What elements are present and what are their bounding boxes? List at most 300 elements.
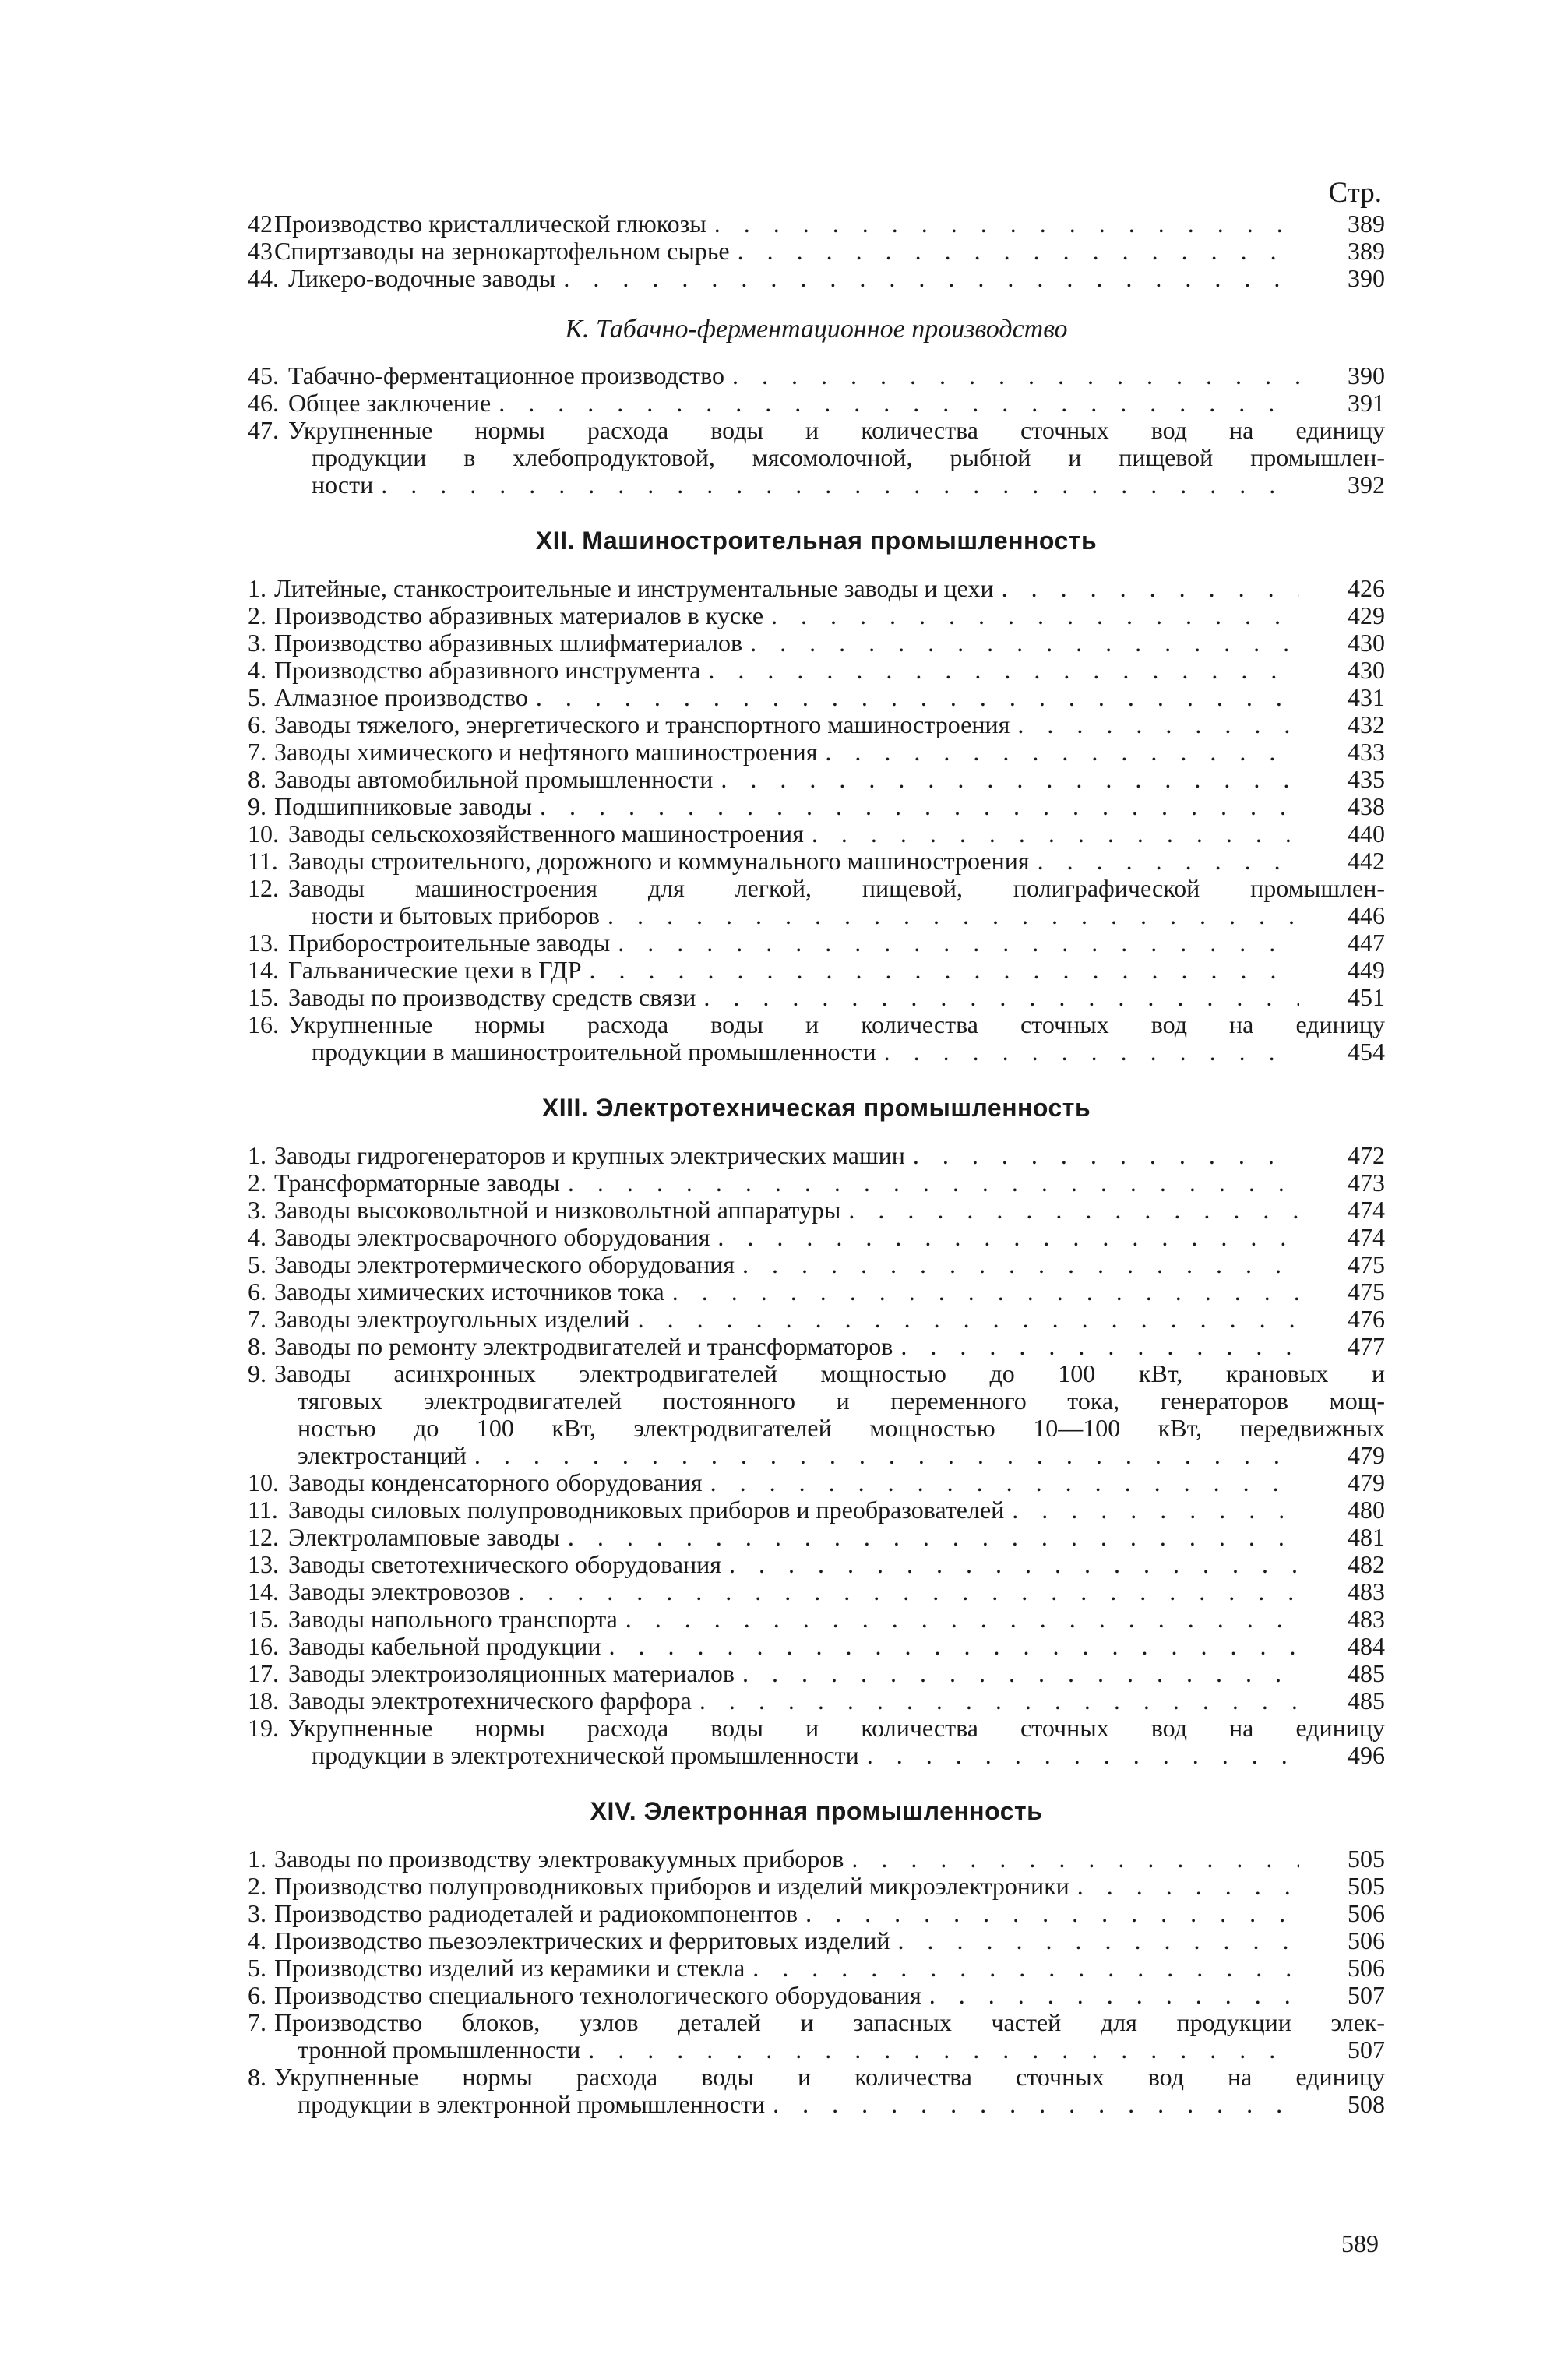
- entry-title: Приборостроительные заводы: [288, 929, 611, 957]
- entry-body: [274, 1982, 1385, 2009]
- dot-leader: [730, 238, 1299, 265]
- entry-number: 16.: [248, 1010, 279, 1038]
- dot-leader: [742, 629, 1299, 657]
- entry-number: 15.: [248, 983, 279, 1011]
- entry-last-line: [274, 2036, 1385, 2064]
- entry-number: 1.: [248, 1845, 266, 1873]
- toc-entry: [248, 848, 1385, 875]
- entry-title: Заводы автомобильной промышленности: [274, 765, 714, 793]
- toc-entry: [248, 1011, 1385, 1066]
- entry-number: 3.: [248, 629, 266, 657]
- entry-body: [288, 1605, 1385, 1633]
- entry-body: [274, 738, 1385, 766]
- toc-entry: [248, 265, 1385, 292]
- entry-page: 391: [1348, 389, 1385, 417]
- entry-last-line: [274, 1954, 1385, 1982]
- dot-leader: [692, 1687, 1299, 1715]
- entry-number: 6.: [248, 1278, 266, 1306]
- entry-number: 4.: [248, 1223, 266, 1251]
- entry-body: [274, 711, 1385, 738]
- entry-number: 45.: [248, 361, 279, 389]
- entry-number: 4.: [248, 1926, 266, 1954]
- entry-page: 435: [1348, 765, 1385, 793]
- entry-page: 505: [1348, 1872, 1385, 1900]
- entry-number: 17.: [248, 1659, 279, 1687]
- entry-page: 392: [1348, 471, 1385, 499]
- entry-body: [288, 984, 1385, 1011]
- entry-last-line: [288, 471, 1385, 499]
- entry-title: Производство полупроводниковых приборов и изделий микроэлектроники: [274, 1872, 1069, 1900]
- entry-body: [288, 929, 1385, 957]
- entry-page: 484: [1348, 1632, 1385, 1660]
- entry-page: 482: [1348, 1550, 1385, 1578]
- entry-number: 18.: [248, 1687, 279, 1715]
- entry-last-line: [288, 929, 1385, 957]
- page-number: 589: [1341, 2229, 1379, 2258]
- subsection-title: К. Табачно-ферментационное производство: [565, 315, 1068, 344]
- toc-entry: [248, 602, 1385, 629]
- dot-leader: [618, 1605, 1299, 1633]
- entry-last-line: [274, 793, 1385, 820]
- entry-last-line: [274, 766, 1385, 793]
- entry-title: Заводы электровозов: [288, 1577, 511, 1605]
- entry-last-line: [288, 1551, 1385, 1578]
- entry-title: Заводы электроугольных изделий: [274, 1305, 630, 1333]
- entry-number: 2.: [248, 601, 266, 629]
- dot-leader: [560, 1524, 1299, 1551]
- entry-number: 47.: [248, 416, 279, 444]
- toc-entry: [248, 210, 1385, 238]
- entry-last-line: [288, 848, 1385, 875]
- entry-number: 7.: [248, 1305, 266, 1333]
- entry-title: Гальванические цехи в ГДР: [288, 956, 582, 984]
- entry-text-line: Укрупненные нормы расхода воды и количества сточных вод на единицу: [274, 2063, 1385, 2091]
- toc-entry: [248, 766, 1385, 793]
- entry-body: [288, 417, 1385, 499]
- entry-title: Производство изделий из керамики и стекла: [274, 1954, 745, 1982]
- dot-leader: [721, 1551, 1299, 1578]
- entry-page: 506: [1348, 1954, 1385, 1982]
- dot-leader: [735, 1660, 1299, 1687]
- entry-last-line: [274, 238, 1385, 265]
- entry-last-line: [288, 362, 1385, 389]
- entry-page: 474: [1348, 1223, 1385, 1251]
- entry-page: 506: [1348, 1899, 1385, 1927]
- entry-title: Электроламповые заводы: [288, 1523, 560, 1551]
- entry-number: 44.: [248, 264, 279, 292]
- entry-number: 1.: [248, 1141, 266, 1169]
- dot-leader: [745, 1954, 1299, 1982]
- entry-body: [274, 1278, 1385, 1306]
- entry-last-line: [274, 711, 1385, 738]
- toc-entry: [248, 1551, 1385, 1578]
- entry-number: 12.: [248, 874, 279, 902]
- entry-text-line: продукции в хлебопродуктовой, мясомолочной, рыбной и пищевой промышлен-: [312, 443, 1385, 471]
- entry-last-line: [274, 575, 1385, 602]
- entry-last-line: [274, 1442, 1385, 1469]
- dot-leader: [798, 1900, 1299, 1927]
- entry-body: [274, 629, 1385, 657]
- entry-last-line: [288, 1469, 1385, 1496]
- section-title: XIV. Электронная промышленность: [590, 1797, 1043, 1825]
- toc-entry: [248, 738, 1385, 766]
- toc-entry: [248, 1169, 1385, 1197]
- entry-last-line: [274, 602, 1385, 629]
- entry-page: 429: [1348, 601, 1385, 629]
- toc-entry: [248, 238, 1385, 265]
- dot-leader: [1004, 1496, 1299, 1524]
- toc-body: [248, 210, 1385, 2118]
- entry-title: Алмазное производство: [274, 683, 528, 711]
- entry-title: Производство радиодеталей и радиокомпонентов: [274, 1899, 798, 1927]
- entry-title: Заводы напольного транспорта: [288, 1605, 618, 1633]
- entry-number: 5.: [248, 1250, 266, 1278]
- toc-entry: [248, 1333, 1385, 1360]
- entry-title: Заводы по производству электровакуумных приборов: [274, 1845, 844, 1873]
- entry-body: [274, 575, 1385, 602]
- entry-page: 508: [1348, 2090, 1385, 2118]
- entry-title: Заводы электротехнического фарфора: [288, 1687, 692, 1715]
- entry-page: 483: [1348, 1605, 1385, 1633]
- entry-page: 426: [1348, 574, 1385, 602]
- entry-last-line: [288, 1660, 1385, 1687]
- entry-title: Заводы по ремонту электродвигателей и трансформаторов: [274, 1332, 893, 1360]
- entry-body: [274, 1142, 1385, 1169]
- entry-body: [288, 1660, 1385, 1687]
- toc-entry: [248, 1954, 1385, 1982]
- entry-body: [288, 1496, 1385, 1524]
- dot-leader: [373, 471, 1299, 499]
- toc-entry: [248, 875, 1385, 929]
- entry-body: [274, 766, 1385, 793]
- entry-title: Заводы электроизоляционных материалов: [288, 1659, 735, 1687]
- dot-leader: [890, 1927, 1299, 1954]
- entry-page: 446: [1348, 901, 1385, 929]
- entry-body: [274, 657, 1385, 684]
- entry-body: [288, 1578, 1385, 1605]
- entry-body: [288, 1011, 1385, 1066]
- entry-body: [274, 1873, 1385, 1900]
- entry-page: 477: [1348, 1332, 1385, 1360]
- entry-last-line: [274, 1251, 1385, 1278]
- entry-title: продукции в машиностроительной промышленности: [312, 1038, 876, 1066]
- entry-body: [288, 848, 1385, 875]
- entry-page: 479: [1348, 1468, 1385, 1496]
- entry-body: [288, 1551, 1385, 1578]
- entry-page: 433: [1348, 738, 1385, 766]
- entry-number: 11.: [248, 1496, 278, 1524]
- toc-entry: [248, 820, 1385, 848]
- toc-entry: [248, 2009, 1385, 2064]
- dot-leader: [994, 575, 1299, 602]
- entry-number: 10.: [248, 1468, 279, 1496]
- entry-text-line: ностью до 100 кВт, электродвигателей мощностью 10—100 кВт, передвижных: [298, 1414, 1385, 1442]
- entry-page: 485: [1348, 1687, 1385, 1715]
- entry-title: Производство кристаллической глюкозы: [274, 210, 706, 238]
- entry-number: 13.: [248, 1550, 279, 1578]
- dot-leader: [582, 957, 1299, 984]
- entry-last-line: [288, 1038, 1385, 1066]
- entry-page: 389: [1348, 210, 1385, 238]
- entry-body: [288, 389, 1385, 417]
- entry-body: [288, 1687, 1385, 1715]
- entry-title: ности: [312, 471, 374, 499]
- entry-number: 15.: [248, 1605, 279, 1633]
- toc-entry: [248, 711, 1385, 738]
- dot-leader: [560, 1169, 1299, 1197]
- entry-body: [274, 2009, 1385, 2064]
- entry-page: 472: [1348, 1141, 1385, 1169]
- entry-body: [274, 684, 1385, 711]
- entry-title: Заводы светотехнического оборудования: [288, 1550, 721, 1578]
- dot-leader: [1010, 711, 1299, 738]
- entry-body: [274, 210, 1385, 238]
- toc-entry: [248, 1306, 1385, 1333]
- entry-title: Заводы химического и нефтяного машиностроения: [274, 738, 818, 766]
- entry-number: 14.: [248, 956, 279, 984]
- toc-entry: [248, 957, 1385, 984]
- entry-body: [274, 1927, 1385, 1954]
- entry-last-line: [274, 1845, 1385, 1873]
- toc-entry: [248, 362, 1385, 389]
- entry-page: 507: [1348, 2035, 1385, 2064]
- entry-page: 449: [1348, 956, 1385, 984]
- dot-leader: [703, 1469, 1299, 1496]
- entry-last-line: [274, 657, 1385, 684]
- toc-entry: [248, 1578, 1385, 1605]
- entry-title: Производство абразивного инструмента: [274, 656, 701, 684]
- entry-last-line: [274, 1333, 1385, 1360]
- entry-body: [288, 957, 1385, 984]
- entry-last-line: [288, 389, 1385, 417]
- entry-last-line: [274, 1927, 1385, 1954]
- entry-body: [274, 1169, 1385, 1197]
- toc-entry: [248, 629, 1385, 657]
- toc-entry: [248, 1687, 1385, 1715]
- entry-last-line: [274, 1224, 1385, 1251]
- dot-leader: [696, 984, 1299, 1011]
- dot-leader: [905, 1142, 1299, 1169]
- entry-last-line: [274, 1278, 1385, 1306]
- entry-number: 8.: [248, 765, 266, 793]
- entry-title: Заводы электросварочного оборудования: [274, 1223, 710, 1251]
- entry-number: 2.: [248, 1168, 266, 1197]
- entry-body: [288, 1633, 1385, 1660]
- section-title: XII. Машиностроительная промышленность: [535, 527, 1098, 555]
- dot-leader: [735, 1251, 1299, 1278]
- toc-entry: [248, 1873, 1385, 1900]
- entry-body: [274, 1900, 1385, 1927]
- entry-title: Заводы тяжелого, энергетического и транспортного машиностроения: [274, 710, 1010, 738]
- entry-page: 440: [1348, 819, 1385, 848]
- entry-text-line: тяговых электродвигателей постоянного и переменного тока, генераторов мощ-: [298, 1387, 1385, 1415]
- toc-entry: [248, 1360, 1385, 1469]
- dot-leader: [724, 362, 1299, 389]
- entry-body: [274, 602, 1385, 629]
- entry-text-line: Заводы асинхронных электродвигателей мощностью до 100 кВт, крановых и: [274, 1359, 1385, 1387]
- toc-entry: [248, 929, 1385, 957]
- toc-entry: [248, 984, 1385, 1011]
- toc-entry: [248, 1197, 1385, 1224]
- toc-entry: [248, 389, 1385, 417]
- entry-number: 6.: [248, 710, 266, 738]
- entry-text-line: Укрупненные нормы расхода воды и количества сточных вод на единицу: [288, 1010, 1385, 1038]
- entry-title: ности и бытовых приборов: [312, 901, 600, 929]
- entry-title: Табачно-ферментационное производство: [288, 361, 724, 389]
- toc-entry: [248, 1845, 1385, 1873]
- dot-leader: [706, 210, 1299, 238]
- entry-page: 485: [1348, 1659, 1385, 1687]
- entry-number: 1.: [248, 574, 266, 602]
- entry-title: Производство абразивных шлифматериалов: [274, 629, 743, 657]
- entry-page: 505: [1348, 1845, 1385, 1873]
- toc-entry: [248, 1524, 1385, 1551]
- dot-leader: [817, 738, 1299, 766]
- entry-last-line: [274, 1197, 1385, 1224]
- dot-leader: [510, 1578, 1299, 1605]
- entry-last-line: [288, 984, 1385, 1011]
- entry-body: [288, 265, 1385, 292]
- entry-body: [274, 238, 1385, 265]
- dot-leader: [763, 602, 1299, 629]
- toc-entry: [248, 1660, 1385, 1687]
- toc-entry: [248, 1605, 1385, 1633]
- entry-page: 476: [1348, 1305, 1385, 1333]
- entry-number: 7.: [248, 2008, 266, 2036]
- toc-entry: [248, 417, 1385, 499]
- entry-page: 454: [1348, 1038, 1385, 1066]
- entry-title: Заводы химических источников тока: [274, 1278, 664, 1306]
- dot-leader: [610, 929, 1299, 957]
- toc-entry: [248, 684, 1385, 711]
- toc-entry: [248, 793, 1385, 820]
- entry-title: Производство специального технологического оборудования: [274, 1981, 921, 2009]
- entry-page: 442: [1348, 847, 1385, 875]
- entry-last-line: [274, 684, 1385, 711]
- entry-page: 447: [1348, 929, 1385, 957]
- entry-page: 389: [1348, 237, 1385, 265]
- entry-number: 5.: [248, 1954, 266, 1982]
- toc-entry: [248, 1224, 1385, 1251]
- dot-leader: [600, 902, 1299, 929]
- entry-body: [288, 1524, 1385, 1551]
- entry-number: 3.: [248, 1899, 266, 1927]
- toc-entry: [248, 1927, 1385, 1954]
- entry-title: Производство абразивных материалов в куске: [274, 601, 764, 629]
- entry-number: 43: [248, 237, 273, 265]
- entry-body: [288, 1715, 1385, 1769]
- entry-last-line: [288, 902, 1385, 929]
- dot-leader: [664, 1278, 1299, 1306]
- dot-leader: [601, 1633, 1299, 1660]
- entry-body: [288, 1469, 1385, 1496]
- entry-body: [288, 362, 1385, 389]
- entry-page: 506: [1348, 1926, 1385, 1954]
- entry-number: 5.: [248, 683, 266, 711]
- entry-page: 390: [1348, 361, 1385, 389]
- toc-entry: [248, 1278, 1385, 1306]
- entry-page: 438: [1348, 792, 1385, 820]
- entry-title: Заводы по производству средств связи: [288, 983, 696, 1011]
- dot-leader: [555, 265, 1299, 292]
- dot-leader: [700, 657, 1299, 684]
- entry-last-line: [274, 1982, 1385, 2009]
- entry-page: 496: [1348, 1741, 1385, 1769]
- entry-last-line: [288, 1605, 1385, 1633]
- entry-body: [288, 875, 1385, 929]
- entry-number: 42: [248, 210, 273, 238]
- toc-entry: [248, 1469, 1385, 1496]
- entry-number: 10.: [248, 819, 279, 848]
- entry-title: продукции в электротехнической промышленности: [312, 1741, 859, 1769]
- entry-title: Литейные, станкостроительные и инструментальные заводы и цехи: [274, 574, 994, 602]
- entry-title: Заводы сельскохозяйственного машиностроения: [288, 819, 804, 848]
- entry-title: продукции в электронной промышленности: [298, 2090, 766, 2118]
- dot-leader: [859, 1742, 1299, 1769]
- entry-page: 430: [1348, 656, 1385, 684]
- toc-entry: [248, 1633, 1385, 1660]
- entry-last-line: [274, 1900, 1385, 1927]
- entry-body: [274, 1224, 1385, 1251]
- entry-title: электростанций: [298, 1441, 467, 1469]
- entry-body: [274, 1251, 1385, 1278]
- toc-entry: [248, 575, 1385, 602]
- entry-body: [274, 1197, 1385, 1224]
- dot-leader: [713, 766, 1299, 793]
- toc-entry: [248, 2064, 1385, 2118]
- entry-text-line: Укрупненные нормы расхода воды и количества сточных вод на единицу: [288, 416, 1385, 444]
- table-of-contents: [248, 176, 1385, 2118]
- entry-title: Заводы кабельной продукции: [288, 1632, 601, 1660]
- dot-leader: [765, 2091, 1299, 2118]
- entry-title: Заводы конденсаторного оборудования: [288, 1468, 703, 1496]
- entry-number: 19.: [248, 1714, 279, 1742]
- entry-last-line: [288, 1496, 1385, 1524]
- entry-body: [288, 820, 1385, 848]
- entry-page: 481: [1348, 1523, 1385, 1551]
- entry-title: Заводы строительного, дорожного и коммунального машиностроения: [288, 847, 1030, 875]
- entry-body: [274, 1954, 1385, 1982]
- entry-page: 483: [1348, 1577, 1385, 1605]
- entry-number: 13.: [248, 929, 279, 957]
- dot-leader: [840, 1197, 1299, 1224]
- entry-last-line: [274, 210, 1385, 238]
- entry-number: 6.: [248, 1981, 266, 2009]
- entry-last-line: [274, 1873, 1385, 1900]
- entry-page: 480: [1348, 1496, 1385, 1524]
- entry-page: 430: [1348, 629, 1385, 657]
- entry-last-line: [288, 1742, 1385, 1769]
- dot-leader: [710, 1224, 1299, 1251]
- dot-leader: [528, 684, 1299, 711]
- dot-leader: [630, 1306, 1299, 1333]
- entry-last-line: [288, 1524, 1385, 1551]
- entry-page: 474: [1348, 1196, 1385, 1224]
- entry-last-line: [288, 1633, 1385, 1660]
- entry-title: Ликеро-водочные заводы: [288, 264, 556, 292]
- entry-last-line: [288, 957, 1385, 984]
- entry-title: Спиртзаводы на зернокартофельном сырье: [274, 237, 730, 265]
- page-column-header: Стр.: [1328, 177, 1382, 209]
- section-title: XIII. Электротехническая промышленность: [541, 1094, 1091, 1122]
- entry-number: 46.: [248, 389, 279, 417]
- entry-last-line: [274, 629, 1385, 657]
- entry-number: 7.: [248, 738, 266, 766]
- entry-number: 8.: [248, 2063, 266, 2091]
- toc-entry: [248, 1496, 1385, 1524]
- entry-body: [274, 1845, 1385, 1873]
- entry-body: [274, 1360, 1385, 1469]
